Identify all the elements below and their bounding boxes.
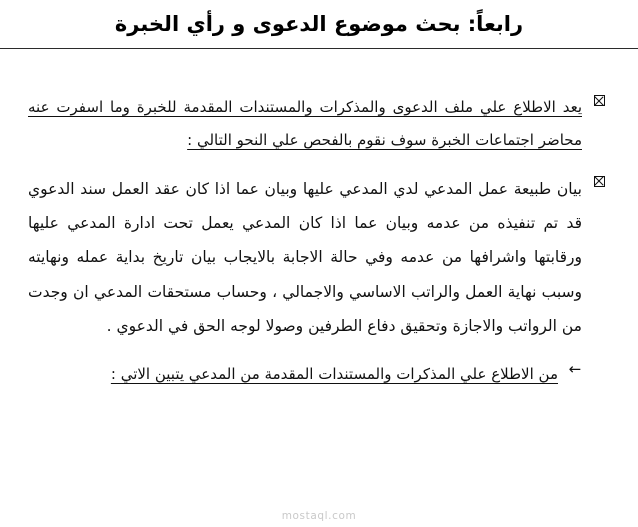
- box-x-bullet-icon: [590, 95, 608, 109]
- header-divider: [0, 48, 638, 49]
- box-x-bullet-icon: [590, 176, 608, 190]
- document-body: [0, 57, 638, 391]
- paragraph-text: بيان طبيعة عمل المدعي لدي المدعي عليها وبيان عما اذا كان عقد العمل سند الدعوي قد تم تنفيذه من عدمه وبيان عما اذا كان المدعي يعمل تحت ادارة المدعي عليها ورقابتها واشرافها من عدمه وفي حالة الاجابة بالايجاب بيان تاريخ بداية عمله ونهايته وسبب نهاية العمل والراتب الاساسي والاجمالي ، وحساب مستحقات المدعي ان وجدت من الرواتب والاجازة وتحقيق دفاع الطرفين وصولا لوجه الحق في الدعوي .: [28, 179, 582, 336]
- paragraph-text: يعد الاطلاع علي ملف الدعوى والمذكرات والمستندات المقدمة للخبرة وما اسفرت عنه محاضر اجتماعات الخبرة سوف نقوم بالفحص علي النحو التالي :: [28, 98, 582, 150]
- arrow-bullet-icon: ←: [568, 359, 582, 378]
- watermark: mostaql.com: [281, 510, 357, 522]
- paragraph-block: [28, 172, 608, 344]
- paragraph-block: [28, 91, 608, 158]
- page-title: رابعاً: بحث موضوع الدعوى و رأي الخبرة: [114, 12, 524, 36]
- paragraph-block: [28, 358, 608, 391]
- document-header: [0, 0, 638, 57]
- paragraph-text: من الاطلاع علي المذكرات والمستندات المقدمة من المدعي يتبين الاتي :: [110, 364, 558, 383]
